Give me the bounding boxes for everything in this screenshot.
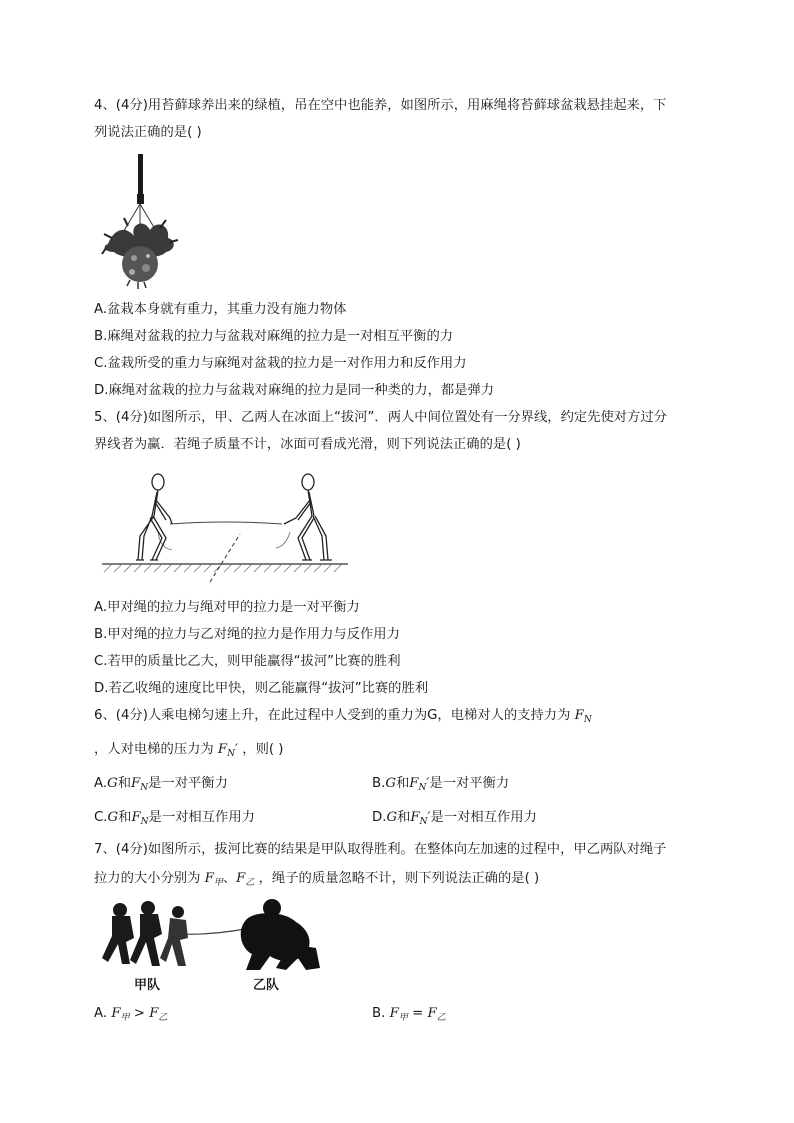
q5-option-b: B.甲对绳的拉力与乙对绳的拉力是作用力与反作用力: [94, 627, 400, 642]
q7-opt-a-f1: F: [111, 1006, 121, 1021]
tug-of-war-on-ice-figure: [100, 470, 350, 588]
q7-opt-b-fjia: [390, 1006, 408, 1021]
q6-opt-d-he: 和: [397, 810, 411, 825]
q7-option-b: [372, 1004, 446, 1028]
q6-option-d: [372, 808, 537, 832]
q6-opt-a-he: 和: [117, 776, 132, 791]
q6-sym-f2: F: [217, 742, 228, 757]
q6-opt-b-fn: [409, 776, 429, 791]
q7-stem-line1: 7、(4分)如图所示，拔河比赛的结果是甲队取得胜利。在整体向左加速的过程中，甲乙两队对绳子: [94, 842, 667, 857]
q6-sym-fn-prime: [218, 742, 238, 757]
q6-opt-b-sub: N: [418, 783, 427, 793]
q4-option-c: C.盆栽所受的重力与麻绳对盆栽的拉力是一对作用力和反作用力: [94, 356, 467, 371]
q7-sym-f1: F: [204, 871, 214, 886]
q6-opt-d-prime: ′: [427, 810, 431, 825]
q6-opt-c-he: 和: [118, 810, 132, 825]
q6-opt-a-f: F: [131, 776, 141, 791]
q6-opt-b-prefix: B.: [372, 776, 386, 791]
q7-opt-a-fjia: [111, 1006, 129, 1021]
q6-opt-c-sub: N: [140, 817, 149, 827]
q6-opt-d-sub: N: [419, 817, 428, 827]
q5-option-a: A.甲对绳的拉力与绳对甲的拉力是一对平衡力: [94, 600, 360, 615]
q7-opt-a-f2: F: [149, 1006, 159, 1021]
q7-opt-a-op: >: [129, 1006, 150, 1021]
q6-opt-b-g: G: [385, 776, 396, 791]
q4-option-d: D.麻绳对盆栽的拉力与盆栽对麻绳的拉力是同一种类的力，都是弹力: [94, 383, 495, 398]
q6-prime: ′: [235, 742, 239, 757]
q6-sym-fn: [575, 708, 592, 723]
q6-opt-a-prefix: A.: [94, 776, 108, 791]
q6-stem-text-a: ，人对电梯的压力为: [94, 742, 214, 757]
q6-opt-c-g: G: [107, 810, 119, 825]
q4-stem-line2: 列说法正确的是( ): [94, 125, 202, 140]
q7-sub-yi: 乙: [245, 878, 255, 888]
q5-option-c: C.若甲的质量比乙大，则甲能赢得“拔河”比赛的胜利: [94, 654, 401, 669]
team-tug-of-war-figure: [100, 898, 330, 978]
q6-opt-a-suffix: 是一对平衡力: [148, 776, 228, 791]
q7-stem-line2: [94, 869, 539, 893]
q7-sep: 、: [222, 871, 237, 886]
q6-opt-c-f: F: [131, 810, 141, 825]
q7-opt-b-f1: F: [389, 1006, 399, 1021]
q6-opt-b-he: 和: [395, 776, 410, 791]
q7-stem-text-a: 拉力的大小分别为: [94, 871, 201, 886]
q6-opt-c-suffix: 是一对相互作用力: [148, 810, 255, 825]
q7-sub-jia: 甲: [213, 878, 223, 888]
q6-opt-a-g: G: [107, 776, 118, 791]
q7-opt-b-fyi: [427, 1006, 445, 1021]
q6-stem-line1: [94, 706, 592, 730]
q7-opt-a-sub1: 甲: [120, 1013, 130, 1023]
q4-option-b: B.麻绳对盆栽的拉力与盆栽对麻绳的拉力是一对相互平衡的力: [94, 329, 454, 344]
q6-opt-c-fn: [131, 810, 148, 825]
q7-opt-a-fyi: [149, 1006, 167, 1021]
q7-opt-b-op: =: [407, 1006, 428, 1021]
q6-sub-n2: N: [227, 749, 236, 759]
q6-opt-a-sub: N: [140, 783, 149, 793]
q6-opt-d-g: G: [386, 810, 398, 825]
q7-sym-f2: F: [236, 871, 246, 886]
q5-option-d: D.若乙收绳的速度比甲快，则乙能赢得“拔河”比赛的胜利: [94, 681, 429, 696]
q5-stem-line1: 5、(4分)如图所示，甲、乙两人在冰面上“拔河”．两人中间位置处有一分界线，约定先使对方过分: [94, 410, 667, 425]
q6-opt-d-suffix: 是一对相互作用力: [430, 810, 537, 825]
q6-option-a: [94, 774, 228, 798]
q7-sym-fyi: [236, 871, 254, 886]
q7-stem-text-b: ，绳子的质量忽略不计，则下列说法正确的是( ): [258, 871, 540, 886]
q7-opt-a-prefix: A.: [94, 1006, 108, 1021]
q6-option-b: [372, 774, 509, 798]
q6-stem-text-b: ，则( ): [242, 742, 284, 757]
q4-stem-line1: 4、(4分)用苔藓球养出来的绿植，吊在空中也能养，如图所示，用麻绳将苔藓球盆栽悬挂起来，下: [94, 98, 667, 113]
q5-stem-line2: 界线者为赢．若绳子质量不计，冰面可看成光滑，则下列说法正确的是( ): [94, 437, 521, 452]
q6-opt-a-fn: [131, 776, 148, 791]
q6-stem-line2: [94, 740, 283, 764]
q6-opt-b-prime: ′: [426, 776, 430, 791]
q6-sub-n: N: [583, 715, 592, 725]
q6-option-c: [94, 808, 255, 832]
hanging-moss-ball-plant-figure: [100, 152, 180, 292]
q7-opt-b-sub1: 甲: [398, 1013, 408, 1023]
team-yi-label: 乙队: [253, 978, 280, 993]
q7-opt-b-f2: F: [427, 1006, 437, 1021]
q6-opt-d-prefix: D.: [372, 810, 387, 825]
q6-opt-b-suffix: 是一对平衡力: [429, 776, 510, 791]
q6-opt-b-f: F: [409, 776, 419, 791]
q4-option-a: A.盆栽本身就有重力，其重力没有施力物体: [94, 302, 347, 317]
team-jia-label: 甲队: [134, 978, 161, 993]
q6-sym-f: F: [574, 708, 584, 723]
q7-opt-b-sub2: 乙: [436, 1013, 446, 1023]
q6-opt-c-prefix: C.: [94, 810, 108, 825]
q7-option-a: [94, 1004, 167, 1028]
q7-sym-fjia: [205, 871, 223, 886]
q7-opt-a-sub2: 乙: [158, 1013, 168, 1023]
q6-stem-text: 6、(4分)人乘电梯匀速上升，在此过程中人受到的重力为G，电梯对人的支持力为: [94, 708, 571, 723]
q6-opt-d-f: F: [410, 810, 420, 825]
q7-opt-b-prefix: B.: [372, 1006, 386, 1021]
q6-opt-d-fn: [410, 810, 430, 825]
